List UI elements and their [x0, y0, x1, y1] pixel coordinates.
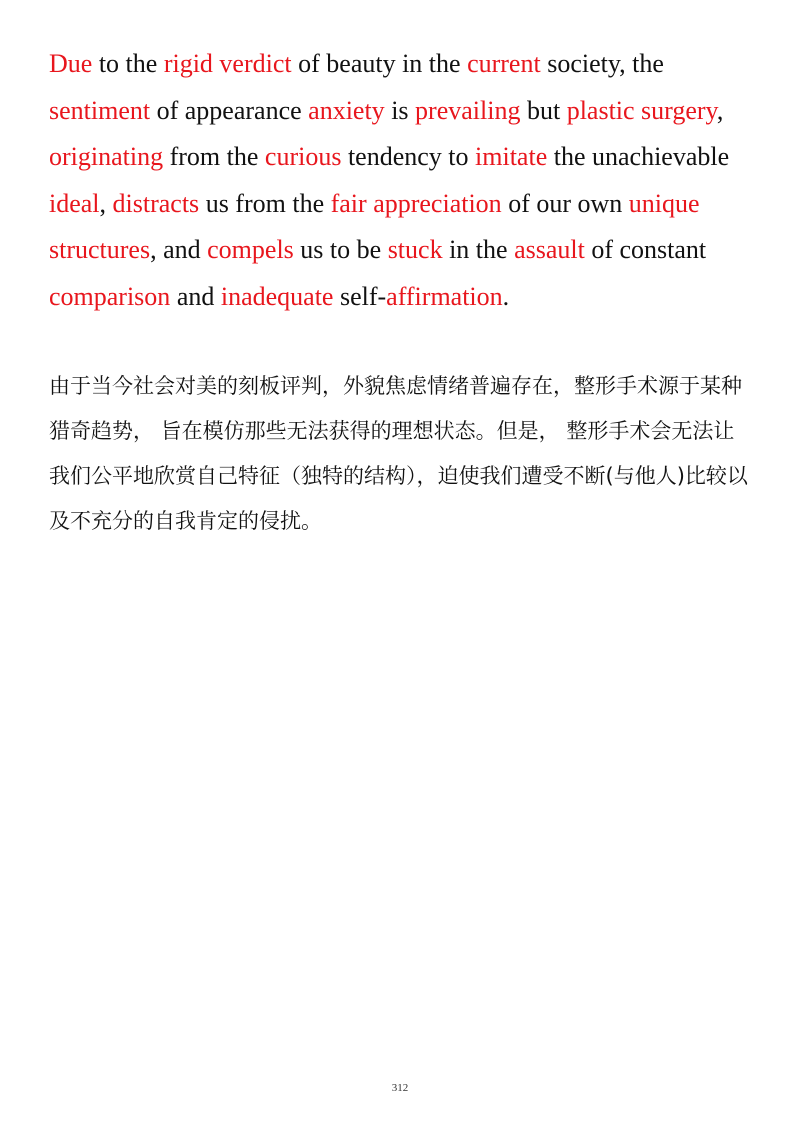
- highlighted-term: plastic surgery: [566, 95, 717, 125]
- paragraph-text: self-: [333, 281, 387, 311]
- highlighted-term: imitate: [475, 142, 548, 171]
- chinese-line: 我们公平地欣赏自己特征（独特的结构），迫使我们遭受不断(与他人)比较以: [49, 464, 748, 488]
- paragraph-text: of appearance: [150, 95, 309, 125]
- highlighted-term: ideal: [49, 188, 100, 218]
- highlighted-term: originating: [49, 142, 164, 171]
- highlighted-term: curious: [264, 142, 342, 171]
- paragraph-text: and: [170, 281, 221, 311]
- highlighted-term: anxiety: [308, 95, 385, 125]
- paragraph-text: tendency to: [341, 142, 476, 171]
- paragraph-text: ,: [716, 95, 724, 125]
- paragraph-text: of our own: [501, 188, 629, 218]
- chinese-line: 由于当今社会对美的刻板评判，外貌焦虑情绪普遍存在，整形手术源于某种: [49, 374, 742, 398]
- paragraph-text: of constant: [584, 235, 707, 264]
- highlighted-term: rigid verdict: [163, 49, 292, 78]
- paragraph-text: to the: [92, 49, 164, 78]
- highlighted-term: unique structures: [49, 188, 700, 264]
- highlighted-term: fair appreciation: [330, 188, 502, 218]
- highlighted-term: prevailing: [415, 95, 521, 125]
- highlighted-term: inadequate: [220, 281, 334, 311]
- highlighted-term: assault: [514, 235, 585, 264]
- paragraph-text: society, the: [540, 49, 664, 78]
- chinese-line: 猎奇趋势， 旨在模仿那些无法获得的理想状态。但是， 整形手术会无法让: [49, 419, 735, 443]
- highlighted-term: stuck: [387, 235, 443, 264]
- paragraph-text: but: [520, 95, 567, 125]
- paragraph-text: is: [384, 95, 416, 125]
- paragraph-text: ,: [99, 188, 113, 218]
- paragraph-text: the unachievable: [547, 142, 730, 171]
- highlighted-term: sentiment: [49, 95, 151, 125]
- english-paragraph: [49, 41, 761, 320]
- highlighted-term: distracts: [112, 188, 200, 218]
- highlighted-term: comparison: [49, 281, 171, 311]
- paragraph-text: from the: [163, 142, 265, 171]
- highlighted-term: current: [467, 49, 541, 78]
- paragraph-text: in the: [442, 235, 515, 264]
- highlighted-term: compels: [207, 235, 294, 264]
- page-number: 312: [391, 1082, 409, 1094]
- chinese-line: 及不充分的自我肯定的侵扰。: [49, 509, 322, 533]
- paragraph-text: of beauty in the: [291, 49, 468, 78]
- highlighted-term: affirmation: [386, 281, 503, 311]
- highlighted-term: Due: [49, 49, 93, 78]
- paragraph-text: us from the: [199, 188, 331, 218]
- chinese-paragraph: [49, 364, 761, 544]
- paragraph-text: , and: [150, 235, 208, 264]
- paragraph-text: us to be: [293, 235, 388, 264]
- paragraph-text: .: [502, 281, 510, 311]
